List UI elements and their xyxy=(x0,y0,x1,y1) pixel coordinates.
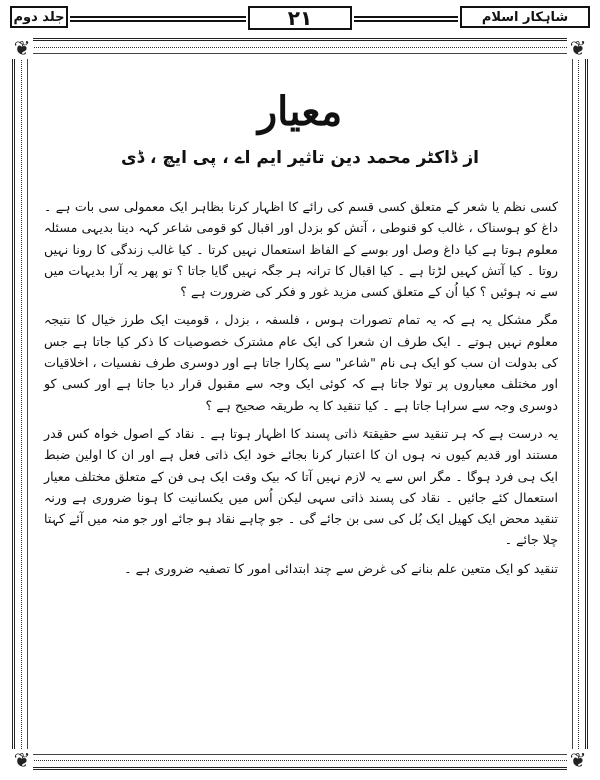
paragraph: یہ درست ہے کہ ہر تنقید سے حقیقتہً ذاتی پسند کا اظہار ہوتا ہے ۔ نقاد کے اصول خواہ کس قدر مستند اور قدیم کیوں نہ ہوں ان کا اعتبار کرنا بجائے خود ایک ذاتی فعل ہے اور ان کا اولین ضبط ایک ہی فرد ہوگا ۔ مگر اس سے یہ لازم نہیں آتا کہ بیک وقت ایک ہی فن کے متعلق مختلف معیار استعمال کئے جائیں ۔ نقاد کی پسند ذاتی سہی لیکن اُس میں یکسانیت کا ہونا ضروری ہے ورنہ تنقید محض ایک کھیل ایک بُل کی سی بن جائے گی ۔ جو چاہے نقاد ہو جائے اور جو منہ میں آئے کہتا چلا جائے ۔ xyxy=(44,425,558,548)
volume-label: جلد دوم xyxy=(10,6,68,28)
article-body xyxy=(44,196,558,579)
book-title-label: شاہکار اسلام xyxy=(460,6,590,28)
paragraph: تنقید کو ایک متعین علم بنانے کی غرض سے چند ابتدائی امور کا تصفیہ ضروری ہے ۔ xyxy=(124,560,558,576)
article-title: معیار xyxy=(257,88,343,135)
page-header xyxy=(10,6,590,32)
corner-ornament-icon: ❦ xyxy=(567,749,589,771)
paragraph: مگر مشکل یہ ہے کہ یہ تمام تصورات ہوس ، فلسفہ ، بزدل ، قومیت ایک طرز خیال کا نتیجہ معلوم نہیں ہوتے ۔ ایک طرف ان شعرا کی ایک عام مشترک خصوصیات کا ذکر کیا جاتا ہے جس کی بدولت ان سب کو ایک ہی نام "شاعر" سے پکارا جاتا ہے اور دوسری طرف نفسیات ، اخلاقیات اور مختلف معیاروں پر تولا جاتا ہے کہ کوئی ایک وجہ سے مقبول قرار دیا جاتا ہے اور کسی کو دوسری وجہ سے سراہا جاتا ہے ۔ کیا تنقید کا یہ طریقہ صحیح ہے ؟ xyxy=(44,312,558,413)
article-author: از ڈاکٹر محمد دین تاثیر ایم اے ، پی ایچ ، ڈی xyxy=(120,148,480,168)
header-rule-right-lower xyxy=(354,20,458,22)
paragraph: کسی نظم یا شعر کے متعلق کسی قسم کی رائے کا اظہار کرنا بظاہر ایک معمولی سی بات ہے ۔ داغ کو ہوسناک ، غالب کو قنوطی ، آتش کو بزدل اور اقبال کو قومی شاعر کہہ دینا بدیہی مسئلہ معلوم ہوتا ہے کیا داغ وصل اور بوسے کے الفاظ استعمال نہیں کرتا ۔ کیا غالب زندگی کا رونا نہیں روتا ۔ کیا آتش کہیں لڑتا ہے ۔ کیا اقبال کا ترانہ ہر جگہ نہیں گایا جاتا ؟ تو پھر یہ آرا بدیہات میں سے نہ ہوئیں ؟ کیا اُن کے متعلق کسی مزید غور و فکر کی ضرورت ہے ؟ xyxy=(44,199,558,300)
header-rule-left-lower xyxy=(70,20,246,22)
page-number: ۲۱ xyxy=(248,6,352,30)
header-rule-right xyxy=(354,16,458,18)
header-rule-left xyxy=(70,16,246,18)
corner-ornament-icon: ❦ xyxy=(567,37,589,59)
corner-ornament-icon: ❦ xyxy=(11,749,33,771)
corner-ornament-icon: ❦ xyxy=(11,37,33,59)
